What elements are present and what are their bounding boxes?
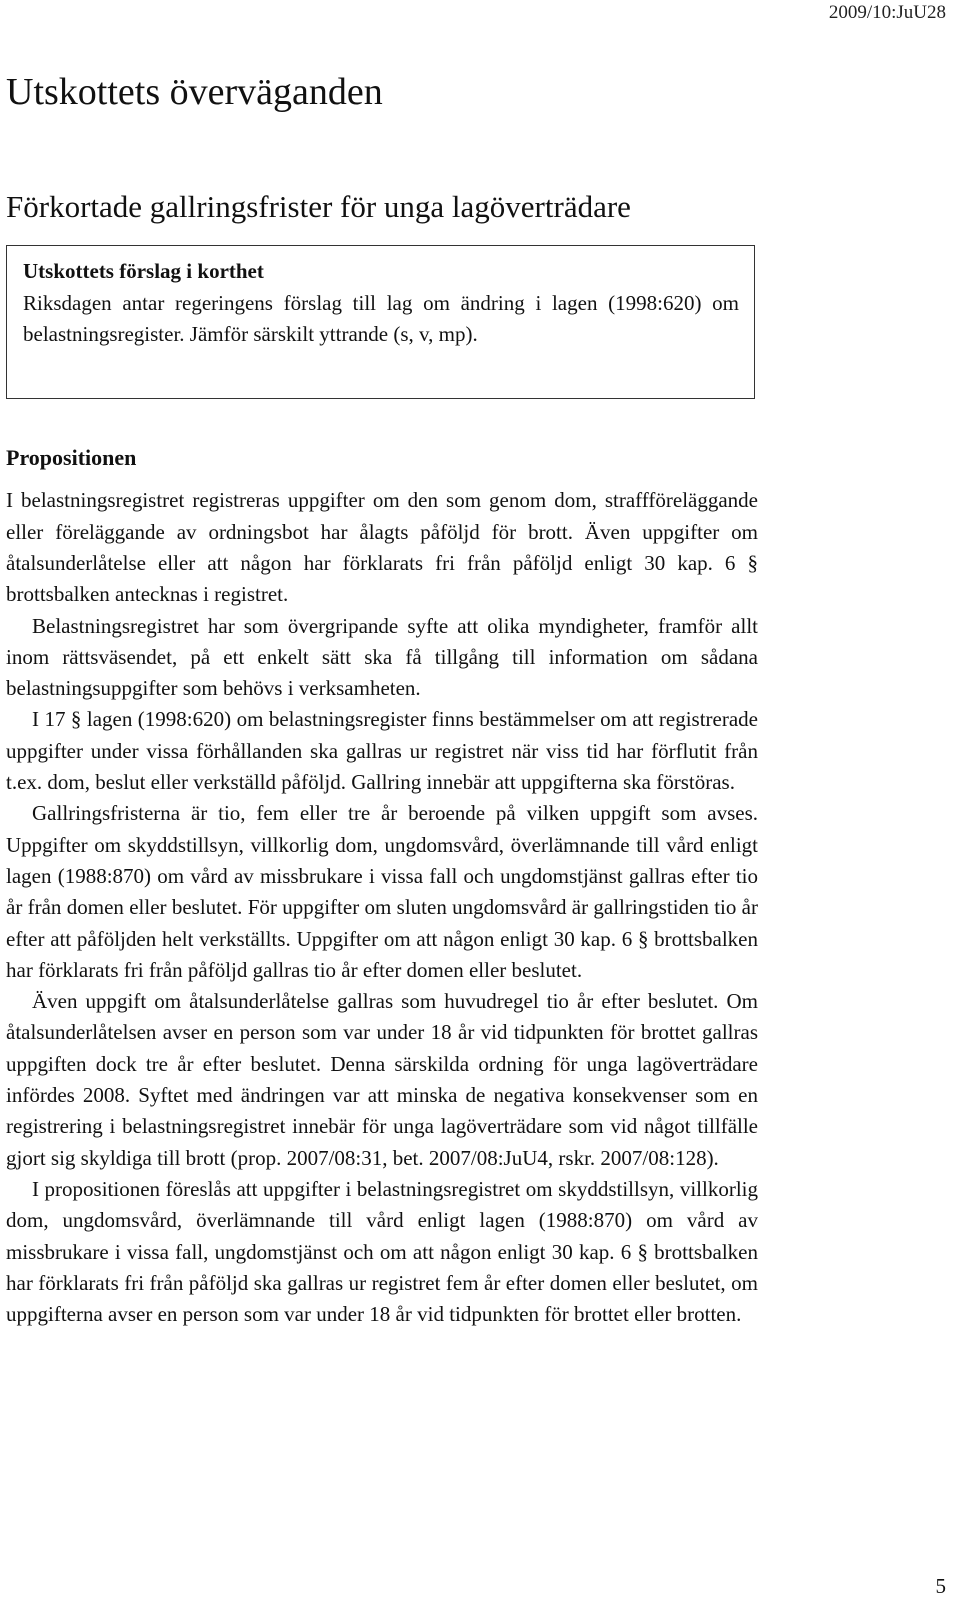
paragraph-5: Även uppgift om åtalsunderlåtelse gallras som huvudregel tio år efter beslutet. Om åtalsunderlåtelsen avser en person som var under 18 år vid tidpunkten för brottet gallras uppgiften dock tre år efter beslutet. Denna särskilda ordning för unga lagöverträdare infördes 2008. Syftet med ändringen var att minska de negativa konsekvenser som en registrering i belastningsregistret innebär för unga lagöverträdare som vid något tillfälle gjort sig skyldiga till brott (prop. 2007/08:31, bet. 2007/08:JuU4, rskr. 2007/08:128). [6,989,758,1170]
paragraph-1: I belastningsregistret registreras uppgifter om den som genom dom, straffföreläggande eller föreläggande av ordningsbot har ålagts påföljd för brott. Även uppgifter om åtalsunderlåtelse eller att någon har förklarats fri från påföljd enligt 30 kap. 6 § brottsbalken antecknas i registret. [6,488,758,607]
document-id: 2009/10:JuU28 [828,2,946,23]
body-text [6,445,758,1330]
paragraph-4: Gallringsfristerna är tio, fem eller tre år beroende på vilken uppgift som avses. Uppgifter om skyddstillsyn, villkorlig dom, ungdomsvård, överlämnande till vård enligt lagen (1988:870) om vård av missbrukare i vissa fall och ungdomstjänst gallras efter tio år från domen eller beslutet. För uppgifter om sluten ungdomsvård är gallringstiden tio år efter att påföljden helt verkställts. Uppgifter om att någon enligt 30 kap. 6 § brottsbalken har förklarats fri från påföljd gallras tio år efter domen eller beslutet. [6,801,758,982]
page-title: Utskottets överväganden [6,71,383,113]
paragraph-3: I 17 § lagen (1998:620) om belastningsregister finns bestämmelser om att registrerade uppgifter under vissa förhållanden ska gallras ur registret när viss tid har förflutit från t.ex. dom, beslut eller verkställd påföljd. Gallring innebär att uppgifterna ska förstöras. [6,707,758,795]
page-number: 5 [935,1574,946,1598]
subheading-propositionen: Propositionen [6,445,137,470]
paragraph-6: I propositionen föreslås att uppgifter i belastningsregistret om skyddstillsyn, villkorlig dom, ungdomsvård, överlämnande till vård enligt lagen (1988:870) om vård av missbrukare i vissa fall, ungdomstjänst och om att någon enligt 30 kap. 6 § brottsbalken har förklarats fri från påföljd ska gallras ur registret fem år efter domen eller beslutet, om uppgifterna avser en person som var under 18 år vid tidpunkten för brottet eller brotten. [6,1176,758,1327]
summary-box [6,245,755,399]
summary-text: Riksdagen antar regeringens förslag till lag om ändring i lagen (1998:620) om belastningsregister. Jämför särskilt yttrande (s, v, mp). [23,290,739,346]
summary-heading: Utskottets förslag i korthet [23,259,264,283]
section-title: Förkortade gallringsfrister för unga lagöverträdare [6,189,631,224]
paragraph-2: Belastningsregistret har som övergripande syfte att olika myndigheter, framför allt inom rättsväsendet, på ett enkelt sätt ska få tillgång till information om sådana belastningsuppgifter som behövs i verksamheten. [6,613,758,701]
